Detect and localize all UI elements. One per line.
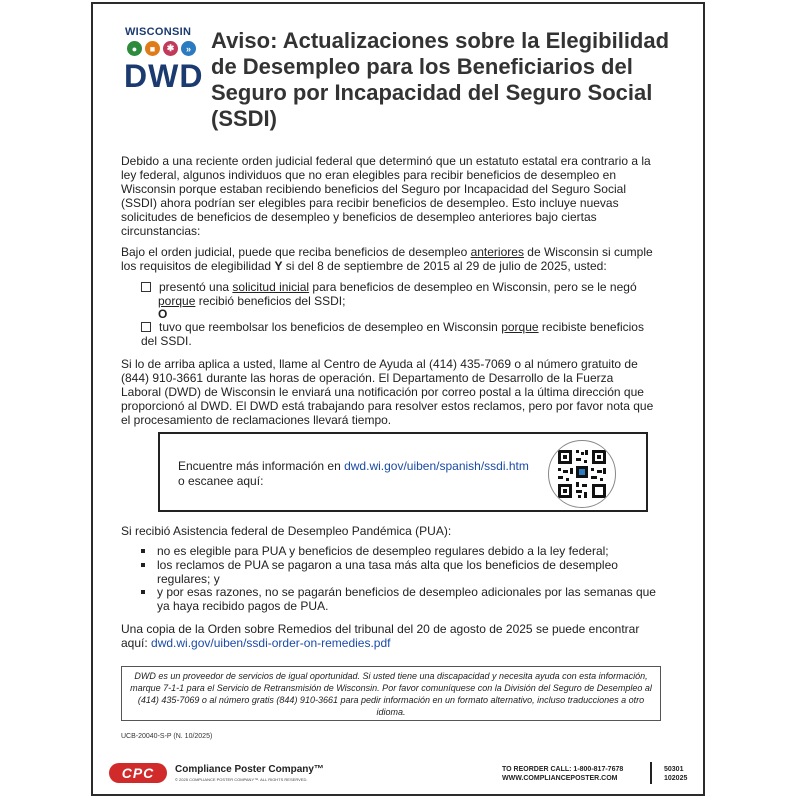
form-number: UCB-20040-S-P (N. 10/2025)	[121, 733, 213, 740]
reorder-phone: TO REORDER CALL: 1-800-817-7678	[502, 766, 624, 773]
qr-code[interactable]	[548, 440, 616, 508]
logo-dwd-text: DWD	[124, 58, 204, 94]
order-remedies-link[interactable]: dwd.wi.gov/uiben/ssdi-order-on-remedies.pdf	[151, 636, 391, 650]
check2-underline: porque	[501, 320, 539, 334]
gear-icon: ✱	[163, 41, 178, 56]
page-title: Aviso: Actualizaciones sobre la Elegibilidad de Desempleo para los Beneficiarios del Seguro por Incapacidad del Seguro Social (SSDI)	[211, 28, 670, 131]
check1-text-b: para beneficios de desempleo en Wisconsin, pero se le negó	[309, 280, 637, 294]
order-text-1: Bajo el orden judicial, puede que reciba beneficios de desempleo	[121, 245, 471, 259]
bullet-icon	[141, 563, 145, 567]
check1-text-c: recibió beneficios del SSDI;	[195, 294, 346, 308]
check2-text-b: recibiste beneficios del SSDI.	[141, 320, 644, 348]
bullet-icon	[141, 590, 145, 594]
or-label: O	[158, 307, 168, 321]
qr-code-icon	[554, 446, 610, 502]
order-text-2: de Wisconsin si cumple los requisitos de elegibilidad	[121, 245, 653, 273]
order-underline: anteriores	[470, 245, 524, 259]
checklist-item-2	[141, 320, 661, 348]
check1-text-a: presentó una	[159, 280, 233, 294]
pua-item	[141, 544, 661, 558]
check1-underline-2: porque	[158, 294, 196, 308]
map-icon: ■	[145, 41, 160, 56]
checkbox-icon	[141, 322, 151, 332]
cpc-company-name: Compliance Poster Company™	[175, 764, 324, 775]
bullet-icon	[141, 549, 145, 553]
divider	[650, 762, 652, 784]
contact-paragraph: Si lo de arriba aplica a usted, llame al Centro de Ayuda al (414) 435-7069 o al número gratuito de (844) 910-3661 durante las horas de operación. El Departamento de Desarrollo de la Fuerza Laboral (DWD) de Wisconsin le enviará una notificación por correo postal a la última dirección que proporcionó al DWD. El DWD está trabajando para resolver estos reclamos, pero por favor nota que el procesamiento de reclamaciones llevará tiempo.	[121, 357, 654, 427]
pua-heading: Si recibió Asistencia federal de Desempleo Pandémica (PUA):	[121, 524, 452, 538]
info-label: Encuentre más información en	[178, 459, 345, 473]
pua-item-text: los reclamos de PUA se pagaron a una tasa más alta que los beneficios de desempleo regulares; y	[157, 558, 618, 586]
intro-paragraph: Debido a una reciente orden judicial federal que determinó que un estatuto estatal era contrario a la ley federal, algunos individuos que no eran elegibles para recibir beneficios de desempleo en Wisconsin porque estaban recibiendo beneficios del Seguro por Incapacidad del Seguro Social (SSDI) ahora podrían ser elegibles para recibir beneficios de desempleo. Esto incluye nuevas solicitudes de beneficios de desempleo y beneficios de desempleo anteriores bajo ciertas circunstancias:	[121, 154, 651, 238]
order-bold-y: Y	[274, 259, 283, 273]
equal-opportunity-notice: DWD es un proveedor de servicios de igual oportunidad. Si usted tiene una discapacidad y necesita ayuda con esta información, marque 7-1-1 para el Servicio de Retransmisión de Wisconsin. Por favor comuníquese con la División del Seguro de Desempleo al (414) 435-7069 o al número gratis (844) 910-3661 para pedir información en un formato alternativo, incluso traducciones a otro idioma.	[121, 666, 661, 721]
revision-code: 102025	[664, 775, 688, 782]
logo-dots	[127, 41, 196, 56]
order-text-3: si del 8 de septiembre de 2015 al 29 de julio de 2025, usted:	[282, 259, 607, 273]
pua-item-text: y por esas razones, no se pagarán beneficios de desempleo adicionales por las semanas que ya haya recibido pagos de PUA.	[157, 585, 656, 613]
ssdi-info-link[interactable]: dwd.wi.gov/uiben/spanish/ssdi.htm	[344, 459, 529, 473]
order-copy-paragraph	[121, 622, 641, 650]
reorder-website: WWW.COMPLIANCEPOSTER.COM	[502, 775, 618, 782]
forward-icon: »	[181, 41, 196, 56]
check2-text-a: tuvo que reembolsar los beneficios de desempleo en Wisconsin	[159, 320, 502, 334]
checkbox-icon	[141, 282, 151, 292]
product-code: 50301	[664, 766, 684, 773]
person-icon: ●	[127, 41, 142, 56]
pua-item	[141, 558, 621, 586]
logo-wisconsin-text: WISCONSIN	[125, 26, 192, 38]
order-paragraph	[121, 245, 656, 273]
more-info-text	[178, 459, 529, 489]
cpc-copyright: © 2025 COMPLIANCE POSTER COMPANY™. ALL RIGHTS RESERVED.	[175, 777, 308, 782]
check1-underline: solicitud inicial	[232, 280, 310, 294]
pua-item	[141, 585, 661, 613]
dwd-logo	[121, 26, 204, 98]
checklist-item-1	[141, 280, 661, 308]
cpc-badge: CPC	[109, 763, 167, 783]
pua-item-text: no es elegible para PUA y beneficios de desempleo regulares debido a la ley federal;	[157, 544, 609, 558]
scan-label: o escanee aquí:	[178, 474, 264, 488]
product-codes	[664, 765, 687, 783]
more-info-box	[158, 432, 648, 512]
order-copy-text: Una copia de la Orden sobre Remedios del tribunal del 20 de agosto de 2025 se puede encontrar aquí:	[121, 622, 640, 650]
reorder-info	[502, 765, 623, 783]
